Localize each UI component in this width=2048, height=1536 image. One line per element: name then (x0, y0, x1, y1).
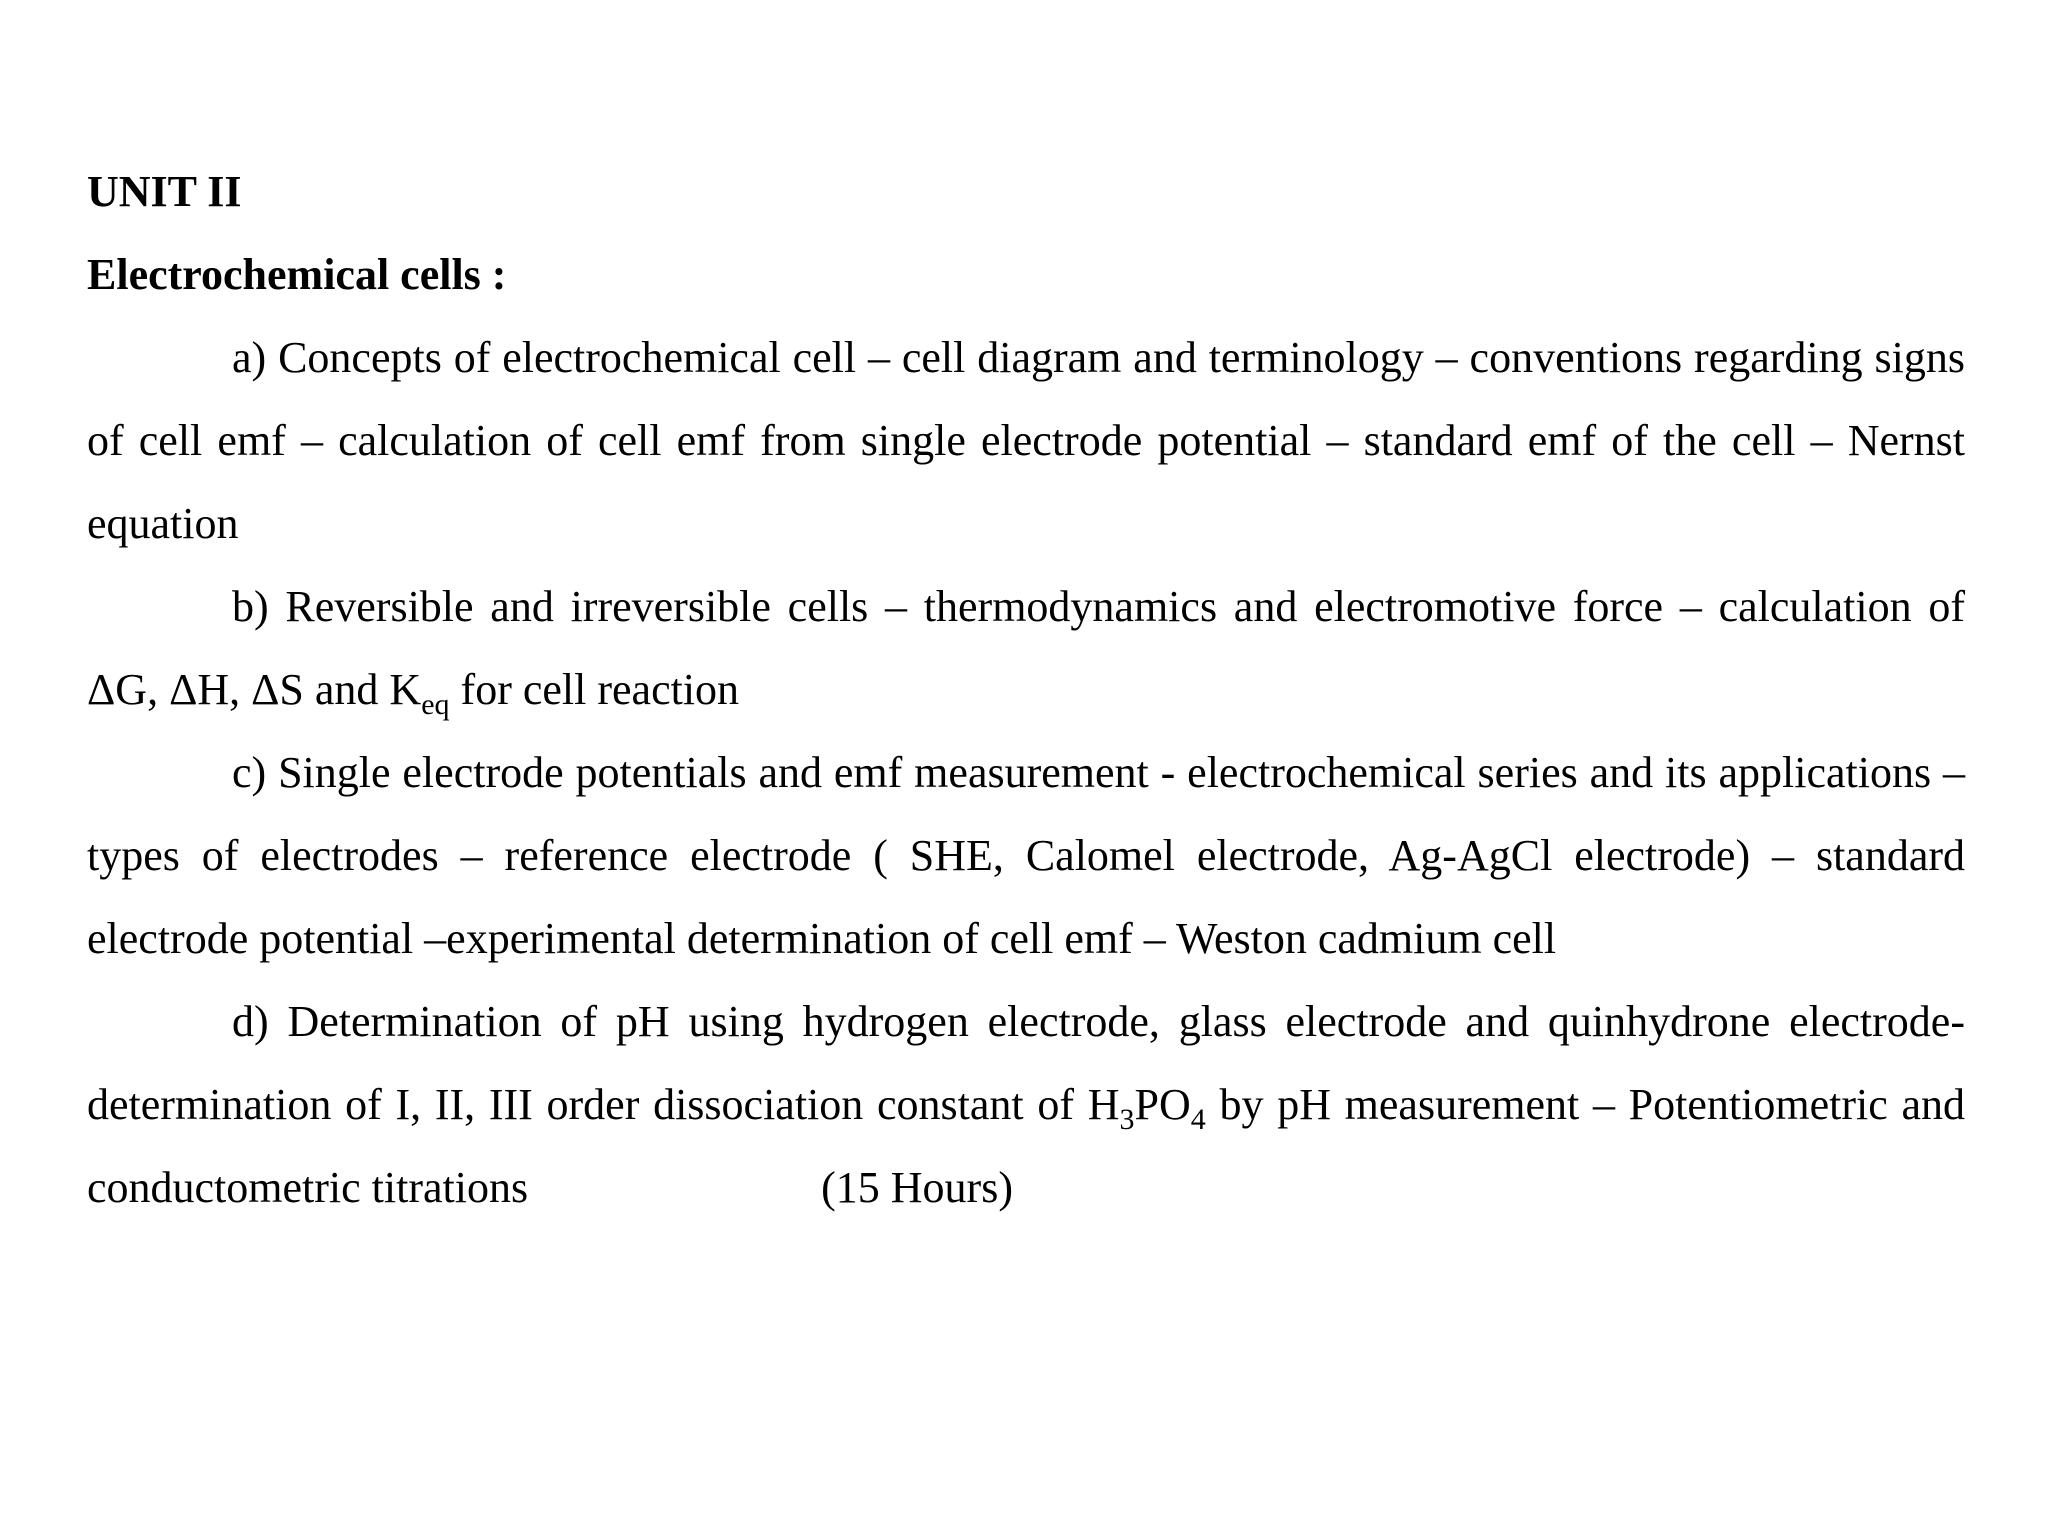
h3-subscript: 3 (1119, 1103, 1135, 1136)
unit-heading: UNIT II (87, 167, 242, 216)
item-d-paragraph (87, 980, 1965, 1229)
o4-subscript: 4 (1190, 1103, 1206, 1136)
item-a-paragraph (87, 316, 1965, 565)
item-c-text: c) Single electrode potentials and emf measurement - electrochemical series and its applications – types of electrodes – reference electrode ( SHE, Calomel electrode, Ag-AgCl electrode) – standard electrode potential –experimental determination of cell emf – Weston cadmium cell (87, 748, 1965, 963)
item-b-paragraph (87, 565, 1965, 731)
item-b-suffix: for cell reaction (449, 665, 740, 714)
item-b-text: b) Reversible and irreversible cells – thermodynamics and electromotive force – calculation of ΔG, ΔH, ΔS and K (87, 582, 1965, 714)
section-title: Electrochemical cells : (87, 250, 507, 299)
keq-subscript: eq (421, 688, 450, 721)
document-page (87, 150, 1965, 1229)
item-d-formula: PO (1134, 1080, 1191, 1129)
item-c-paragraph (87, 731, 1965, 980)
item-a-text: a) Concepts of electrochemical cell – cell diagram and terminology – conventions regarding signs of cell emf – calculation of cell emf from single electrode potential – standard emf of the cell – Nernst equation (87, 333, 1965, 548)
item-d-rest: by pH measurement – Potentiometric and conductometric titrations (87, 1080, 1965, 1212)
item-d-text: d) Determination of pH using hydrogen electrode, glass electrode and quinhydrone electrode- determination of I, II, III order dissociation constant of H (87, 997, 1965, 1129)
hours-label: (15 Hours) (821, 1163, 1013, 1212)
